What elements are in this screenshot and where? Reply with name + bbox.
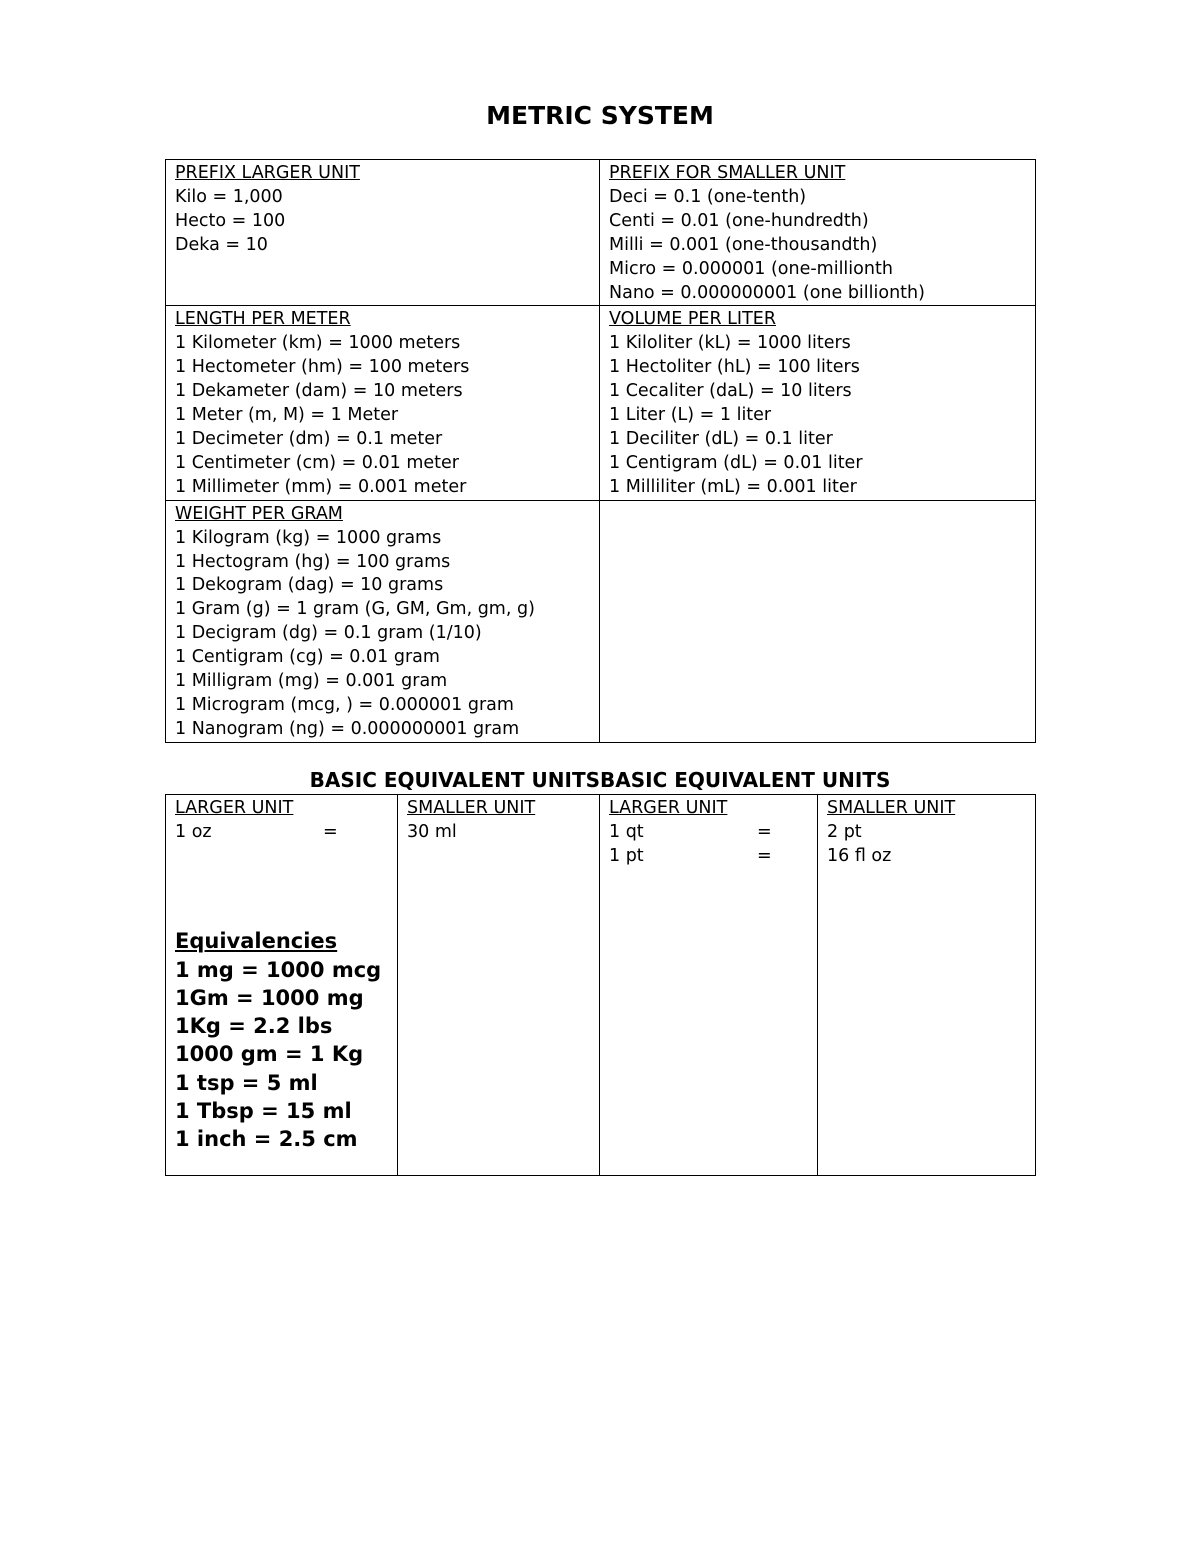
basic-equivalent-units-table: [165, 794, 1036, 1176]
list-item: 1 Kilogram (kg) = 1000 grams: [175, 527, 442, 548]
list-item: 1 Cecaliter (daL) = 10 liters: [609, 381, 852, 402]
list-item: 1 Centigram (dL) = 0.01 liter: [609, 452, 863, 473]
list-item: 1 Microgram (mcg, ) = 0.000001 gram: [175, 694, 514, 715]
larger-unit-col-3: [600, 795, 818, 1176]
list-item: Nano = 0.000000001 (one billionth): [609, 282, 925, 303]
list-item: 1 Meter (m, M) = 1 Meter: [175, 405, 399, 426]
list-item: Kilo = 1,000: [175, 186, 283, 207]
volume-cell: [600, 306, 1036, 500]
list-item: 1 Hectoliter (hL) = 100 liters: [609, 357, 860, 378]
list-item: 1 Dekameter (dam) = 10 meters: [175, 381, 463, 402]
list-item: Hecto = 100: [175, 210, 286, 231]
smaller-unit-col-4: [818, 795, 1036, 1176]
list-item: 1 Decimeter (dm) = 0.1 meter: [175, 428, 443, 449]
larger-unit-header: LARGER UNIT: [175, 798, 294, 818]
list-item: 1 Deciliter (dL) = 0.1 liter: [609, 428, 833, 449]
section-title: BASIC EQUIVALENT UNITSBASIC EQUIVALENT UNITS: [309, 768, 891, 792]
list-item: [175, 821, 388, 845]
list-item: [609, 845, 808, 869]
list-item: 1 Gram (g) = 1 gram (G, GM, Gm, gm, g): [175, 599, 535, 620]
prefix-row: [166, 160, 1036, 306]
list-item: 1 Milligram (mg) = 0.001 gram: [175, 671, 448, 692]
equivalency-item: 1 inch = 2.5 cm: [175, 1127, 358, 1152]
equivalency-item: 1000 gm = 1 Kg: [175, 1042, 364, 1067]
equals-sign: =: [323, 821, 338, 842]
prefix-larger-cell: [166, 160, 600, 306]
length-volume-row: [166, 306, 1036, 500]
unit-value: 1 oz: [175, 821, 212, 842]
length-header: LENGTH PER METER: [175, 309, 351, 330]
list-item: 1 Liter (L) = 1 liter: [609, 405, 772, 426]
equivalency-item: 1 tsp = 5 ml: [175, 1070, 318, 1095]
smaller-unit-header: SMALLER UNIT: [407, 798, 536, 818]
equivalency-item: 1 Tbsp = 15 ml: [175, 1098, 352, 1123]
equivalency-item: 1Gm = 1000 mg: [175, 986, 364, 1011]
list-item: 1 Millimeter (mm) = 0.001 meter: [175, 476, 467, 497]
unit-value: 1 pt: [609, 845, 644, 866]
length-cell: [166, 306, 600, 500]
empty-cell: [600, 500, 1036, 742]
equivalency-item: 1Kg = 2.2 lbs: [175, 1014, 333, 1039]
list-item: 1 Dekogram (dag) = 10 grams: [175, 575, 444, 596]
page-title: METRIC SYSTEM: [486, 101, 714, 130]
equivalency-item: 1 mg = 1000 mcg: [175, 957, 382, 982]
list-item: 1 Hectogram (hg) = 100 grams: [175, 551, 451, 572]
list-item: 1 Centigram (cg) = 0.01 gram: [175, 647, 440, 668]
table-row: [166, 795, 1036, 1176]
list-item: [609, 821, 808, 845]
prefix-smaller-cell: [600, 160, 1036, 306]
list-item: 16 fl oz: [827, 845, 892, 866]
list-item: Micro = 0.000001 (one-millionth: [609, 258, 893, 279]
equals-sign: =: [757, 821, 772, 842]
list-item: 30 ml: [407, 821, 457, 842]
list-item: Centi = 0.01 (one-hundredth): [609, 210, 869, 231]
list-item: Milli = 0.001 (one-thousandth): [609, 234, 878, 255]
weight-header: WEIGHT PER GRAM: [175, 503, 343, 524]
prefix-larger-header: PREFIX LARGER UNIT: [175, 163, 360, 183]
prefix-smaller-header: PREFIX FOR SMALLER UNIT: [609, 163, 846, 183]
equivalencies-title: Equivalencies: [175, 928, 338, 953]
larger-unit-header: LARGER UNIT: [609, 798, 728, 818]
list-item: Deci = 0.1 (one-tenth): [609, 186, 807, 207]
list-item: 1 Hectometer (hm) = 100 meters: [175, 357, 470, 378]
list-item: 2 pt: [827, 821, 862, 842]
smaller-unit-header: SMALLER UNIT: [827, 798, 956, 818]
smaller-unit-col-2: [398, 795, 600, 1176]
equivalencies-block: [175, 927, 388, 1153]
list-item: 1 Kiloliter (kL) = 1000 liters: [609, 333, 851, 354]
list-item: 1 Milliliter (mL) = 0.001 liter: [609, 476, 857, 497]
unit-value: 1 qt: [609, 821, 644, 842]
weight-cell: [166, 500, 600, 742]
list-item: 1 Decigram (dg) = 0.1 gram (1/10): [175, 623, 482, 644]
volume-header: VOLUME PER LITER: [609, 309, 776, 330]
list-item: 1 Kilometer (km) = 1000 meters: [175, 333, 461, 354]
list-item: 1 Centimeter (cm) = 0.01 meter: [175, 452, 459, 473]
list-item: 1 Nanogram (ng) = 0.000000001 gram: [175, 718, 520, 739]
weight-row: [166, 500, 1036, 742]
list-item: Deka = 10: [175, 234, 268, 255]
metric-system-table: [165, 159, 1036, 743]
equals-sign: =: [757, 845, 772, 866]
larger-unit-col-1: [166, 795, 398, 1176]
